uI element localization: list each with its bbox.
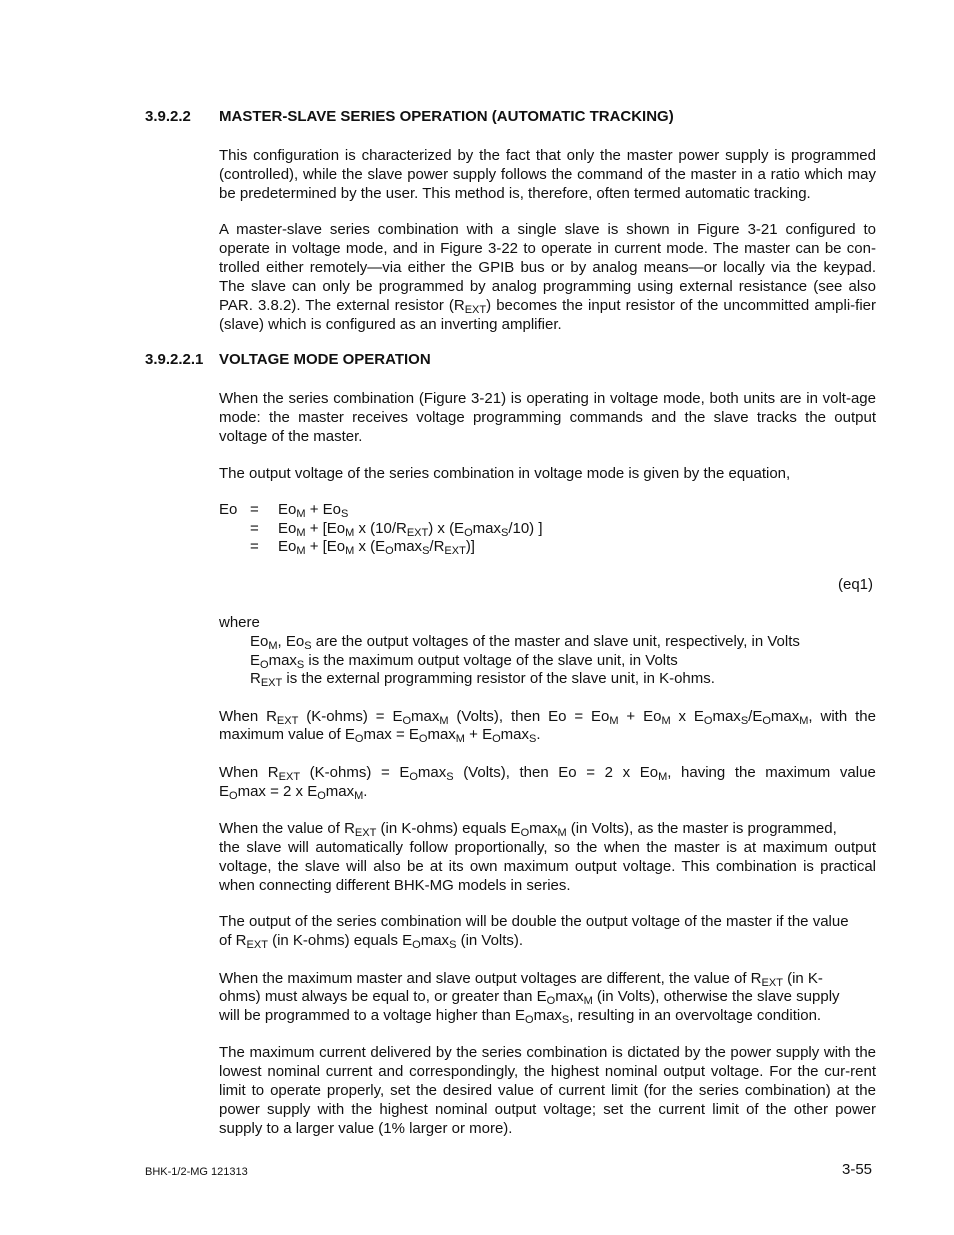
section-number: 3.9.2.2	[145, 108, 191, 125]
subsection-paragraph-1: When the series combination (Figure 3-21) is operating in voltage mode, both units are in volt-age mode: the master receives voltage programming commands and the slave tracks the output voltage of the master.	[219, 390, 876, 445]
section-paragraph-1: This configuration is characterized by the fact that only the master power supply is programmed (controlled), while the slave power supply follows the command of the master in a ratio which may be predetermined by the user. This method is, therefore, often termed automatic tracking.	[219, 147, 876, 202]
equation-equals: =	[250, 538, 259, 555]
section-title: MASTER-SLAVE SERIES OPERATION (AUTOMATIC TRACKING)	[219, 108, 674, 125]
equation-equals: =	[250, 520, 259, 537]
subsection-number: 3.9.2.2.1	[145, 351, 204, 368]
section-paragraph-2: A master-slave series combination with a single slave is shown in Figure 3-21 configured to operate in voltage mode, and in Figure 3-22 to operate in current mode. The master can be con-trolled either remotely—via either the GPIB bus or by analog means—or locally via the keypad. The slave can only be programmed by analog programming using external resistance (see also PAR. 3.8.2). The external resistor $(R_{EXT})$ becomes the input resistor of the uncommitted ampli-fier (slave) which is configured as an inverting amplifier.	[219, 221, 876, 333]
subsection-paragraph-2: The output voltage of the series combination in voltage mode is given by the equation,	[219, 465, 791, 482]
footer-doc-id: BHK-1/2-MG 121313	[145, 1166, 248, 1178]
document-page: 3.9.2.2 MASTER-SLAVE SERIES OPERATION (AUTOMATIC TRACKING) This configuration is characterized by the fact that only the master power supply is programmed (controlled), while the slave power supply follows the command of the master in a ratio which may be predetermined by the user. This method is, therefore, often termed automatic tracking. A master-slave series combination with a single slave is shown in Figure 3-21 configured to operate in voltage mode, and in Figure 3-22 to operate in current mode. The master can be con-trolled either remotely—via either the GPIB bus or by analog means—or locally via the keypad. The slave can only be programmed by analog programming using external resistance (see also PAR. 3.8.2). The external resistor $(R_{EXT})$ becomes the input resistor of the uncommitted ampli-fier (slave) which is configured as an inverting amplifier. 3.9.2.2.1 VOLTAGE MODE OPERATION When the series combination (Figure 3-21) is operating in voltage mode, both units are in volt-age mode: the master receives voltage programming commands and the slave tracks the output voltage of the master. The output voltage of the series combination in voltage mode is given by the equation, Eo = $Eo_M + Eo_S$ = $Eo_M + [Eo_M$ x $(10/R_{EXT})$ x $(E_O\max_S/10)$ ] = $Eo_M + [Eo_M$ x $(E_O\max_S/R_{EXT})$] (eq1) where $Eo_M$, $Eo_S$ are the output voltages of the master and slave unit, respectively, in Volts $E_O\max_S$ is the maximum output voltage of the slave unit, in Volts $R_{EXT}$ is the external programming resistor of the slave unit, in K-ohms. When $R_{EXT}$ (K-ohms) = $E_O\max_M$ (Volts), then Eo = $Eo_M$ + $Eo_M$ x $E_O\max_S/E_O\max_M$, with the maximum value of $E_O\max = E_O\max_M + E_O\max_S$. When $R_{EXT}$ (K-ohms) = $E_O\max_S$ (Volts), then Eo = 2 x $Eo_M$, having the maximum value $E_O\max = 2$ x $E_O\max_M$. When the value of $R_{EXT}$ (in K-ohms) equals $E_O\max_M$ (in Volts), as the master is programmed, the slave will automatically follow proportionally, so the when the master is at maximum output voltage, the slave will also be at its own maximum output voltage. This combination is practical when connecting different BHK-MG models in series. The output of the series combination will be double the output voltage of the master if the value of $R_{EXT}$ (in K-ohms) equals $E_O\max_S$ (in Volts). When the maximum master and slave output voltages are different, the value of $R_{EXT}$ (in K- ohms) must always be equal to, or greater than $E_O\max_M$ (in Volts), otherwise the slave supply will be programmed to a voltage higher than $E_O\max_S$, resulting in an overvoltage condition. The maximum current delivered by the series combination is dictated by the power supply with the lowest nominal current and correspondingly, the highest nominal output voltage. For the cur-rent limit to operate properly, set the desired value of current limit (for the series combination) at the power supply with the highest nominal output voltage; set the current limit of the other power supply to a larger value (1% larger or more). BHK-1/2-MG 121313 3-55	[145, 108, 876, 1178]
equation-line-2: $Eo_M + [Eo_M$ x $(10/R_{EXT})$ x $(E_O\max_S/10)$ ]	[278, 520, 543, 539]
where-definition-3: $R_{EXT}$ is the external programming resistor of the slave unit, in K-ohms.	[250, 670, 715, 689]
equation-lhs: Eo	[219, 501, 238, 518]
where-label: where	[219, 614, 260, 631]
where-definition-2: $E_O\max_S$ is the maximum output voltage of the slave unit, in Volts	[250, 652, 678, 671]
page-number: 3-55	[842, 1161, 873, 1178]
equation-label: (eq1)	[838, 576, 874, 593]
where-definition-1: $Eo_M$, $Eo_S$ are the output voltages of the master and slave unit, respectively, in Volts	[250, 633, 800, 652]
equation-equals: =	[250, 501, 259, 518]
equation-line-3: $Eo_M + [Eo_M$ x $(E_O\max_S/R_{EXT})$]	[278, 538, 475, 557]
subsection-title: VOLTAGE MODE OPERATION	[219, 351, 431, 368]
equation-line-1: $Eo_M + Eo_S$	[278, 501, 349, 520]
paragraph-max-current: The maximum current delivered by the series combination is dictated by the power supply with the lowest nominal current and correspondingly, the highest nominal output voltage. For the cur-rent limit to operate properly, set the desired value of current limit (for the series combination) at the power supply with the highest nominal output voltage; set the current limit of the other power supply to a larger value (1% larger or more).	[219, 1044, 876, 1137]
